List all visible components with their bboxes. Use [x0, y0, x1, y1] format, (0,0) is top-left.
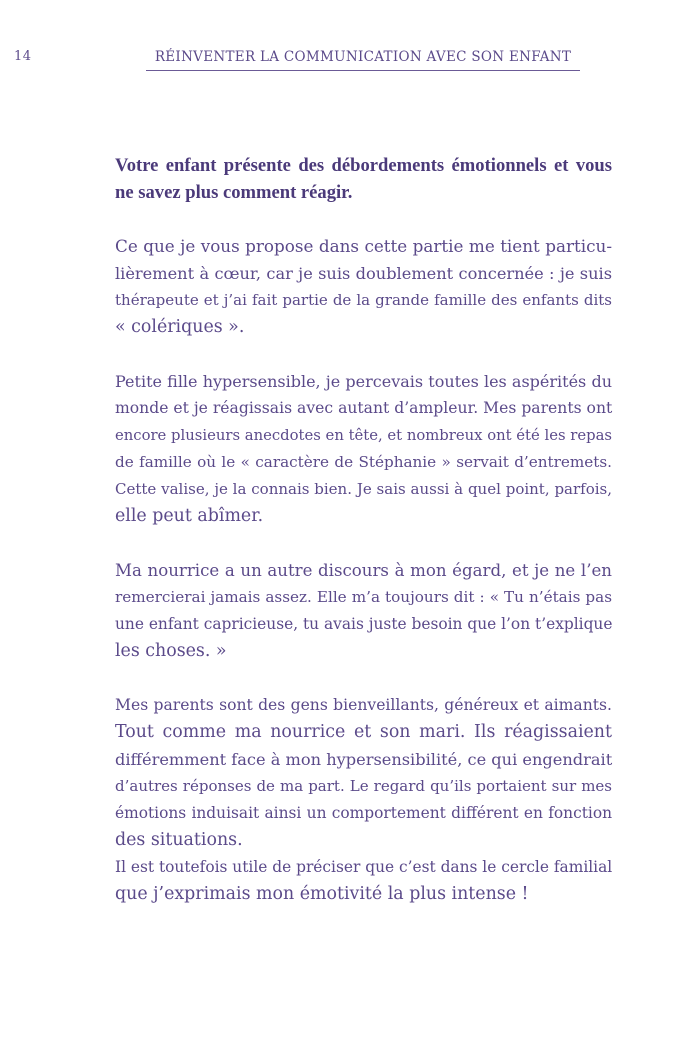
- body-paragraph-4: [115, 692, 612, 854]
- text-line: encore plusieurs anecdotes en tête, et nombreux ont été les repas: [115, 427, 612, 444]
- text-line: lièrement à cœur, car je suis doublement concernée : je suis: [115, 264, 612, 283]
- running-head-title: RÉINVENTER LA COMMUNICATION AVEC SON ENFANT: [154, 49, 572, 65]
- text-line: Ma nourrice a un autre discours à mon égard, et je ne l’en: [115, 561, 612, 580]
- lead-line: Votre enfant présente des débordements émotionnels et vous: [115, 155, 612, 176]
- text-line: émotions induisait ainsi un comportement différent en fonction: [115, 804, 612, 822]
- text-line: monde et je réagissais avec autant d’ampleur. Mes parents ont: [115, 399, 613, 417]
- text-line: que j’exprimais mon émotivité la plus intense !: [115, 884, 529, 904]
- lead-paragraph: [115, 152, 612, 206]
- body-paragraph-3: [115, 557, 612, 665]
- text-line: Petite fille hypersensible, je percevais toutes les aspérités du: [115, 372, 612, 391]
- body-paragraph-2: [115, 368, 612, 530]
- body-paragraph-1: [115, 233, 612, 341]
- text-line: « colériques ».: [115, 317, 245, 337]
- lead-line: ne savez plus comment réagir.: [115, 182, 353, 203]
- text-line: remercierai jamais assez. Elle m’a toujours dit : « Tu n’étais pas: [115, 588, 612, 606]
- text-line: les choses. »: [115, 641, 227, 661]
- text-line: Cette valise, je la connais bien. Je sais aussi à quel point, parfois,: [115, 480, 612, 498]
- page-body: [115, 152, 612, 908]
- text-line: de famille où le « caractère de Stéphanie » servait d’entremets.: [115, 453, 612, 471]
- text-line: Il est toutefois utile de préciser que c’est dans le cercle familial: [115, 858, 613, 876]
- text-line: Ce que je vous propose dans cette partie me tient particu-: [115, 236, 612, 256]
- text-line: Mes parents sont des gens bienveillants, généreux et aimants.: [115, 696, 612, 714]
- text-line: des situations.: [115, 830, 243, 850]
- text-line: elle peut abîmer.: [115, 506, 264, 526]
- body-paragraph-5: [115, 854, 612, 908]
- page-number: 14: [14, 49, 32, 64]
- text-line: d’autres réponses de ma part. Le regard qu’ils portaient sur mes: [115, 777, 612, 795]
- text-line: une enfant capricieuse, tu avais juste besoin que l’on t’explique: [115, 615, 613, 633]
- header-rule: [146, 70, 580, 71]
- text-line: thérapeute et j’ai fait partie de la grande famille des enfants dits: [115, 291, 612, 309]
- text-line: différemment face à mon hypersensibilité, ce qui engendrait: [115, 750, 613, 769]
- text-line: Tout comme ma nourrice et son mari. Ils réagissaient: [115, 722, 612, 742]
